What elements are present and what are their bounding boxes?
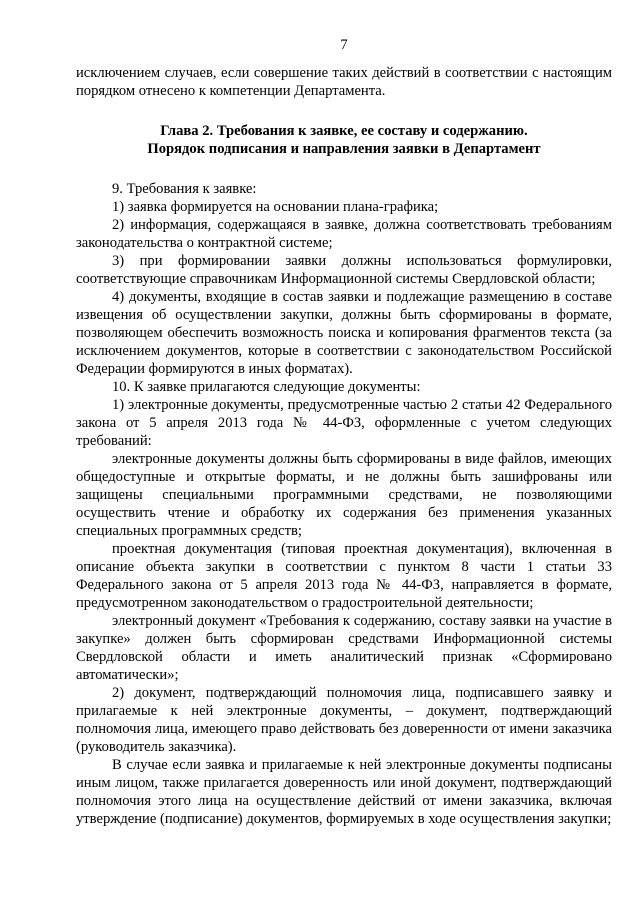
list-item-9-3: 3) при формировании заявки должны использоваться формулировки, соответствующие справочникам Информационной системы Свердловской области; (76, 253, 612, 287)
paragraph-10: 10. К заявке прилагаются следующие документы: (112, 379, 421, 395)
requirement-electronic-doc: электронный документ «Требования к содержанию, составу заявки на участие в закупке» должен быть сформирован средствами Информационной системы Свердловской области и иметь аналитический признак «Сформировано автоматически»; (76, 613, 612, 683)
list-item-9-2: 2) информация, содержащаяся в заявке, должна соответствовать требованиям законодательства о контрактной системе; (76, 217, 612, 251)
list-item-9-1: 1) заявка формируется на основании плана-графика; (112, 199, 439, 215)
continuation-text: исключением случаев, если совершение таких действий в соответствии с настоящим порядком отнесено к компетенции Департамента. (76, 65, 612, 99)
proxy-paragraph: В случае если заявка и прилагаемые к ней электронные документы подписаны иным лицом, также прилагается доверенность или иной документ, подтверждающий полномочия этого лица на осуществление действий от имени заказчика, включая утверждение (подписание) документов, формируемых в ходе осуществления закупки; (76, 757, 612, 827)
chapter-heading (76, 122, 612, 158)
page-number: 7 (340, 37, 348, 53)
chapter-title: Глава 2. Требования к заявке, ее составу и содержанию. (160, 123, 528, 139)
list-item-10-1: 1) электронные документы, предусмотренные частью 2 статьи 42 Федерального закона от 5 апреля 2013 года № 44-ФЗ, оформленные с учетом следующих требований: (76, 397, 612, 449)
list-item-9-4: 4) документы, входящие в состав заявки и подлежащие размещению в составе извещения об осуществлении закупки, должны быть сформированы в формате, позволяющем обеспечить возможность поиска и копирования фрагментов текста (за исключением документов, которые в соответствии с законодательством Российской Федерации формируются в иных форматах). (76, 289, 612, 377)
requirement-project-docs: проектная документация (типовая проектная документация), включенная в описание объекта закупки в соответствии с пунктом 8 части 1 статьи 33 Федерального закона от 5 апреля 2013 года № 44-ФЗ, направляется в формате, предусмотренном законодательством о градостроительной деятельности; (76, 541, 612, 611)
paragraph-9: 9. Требования к заявке: (112, 181, 257, 197)
chapter-subtitle: Порядок подписания и направления заявки в Департамент (147, 141, 541, 157)
requirement-file-formats: электронные документы должны быть сформированы в виде файлов, имеющих общедоступные и открытые форматы, и не должны быть зашифрованы или защищены специальными программными средствами, не позволяющими осуществить чтение и обработку их содержания без применения указанных специальных программных средств; (76, 451, 612, 539)
list-item-10-2: 2) документ, подтверждающий полномочия лица, подписавшего заявку и прилагаемые к ней электронные документы, – документ, подтверждающий полномочия лица, имеющего право действовать без доверенности от имени заказчика (руководитель заказчика). (76, 685, 612, 755)
document-page (76, 36, 612, 828)
